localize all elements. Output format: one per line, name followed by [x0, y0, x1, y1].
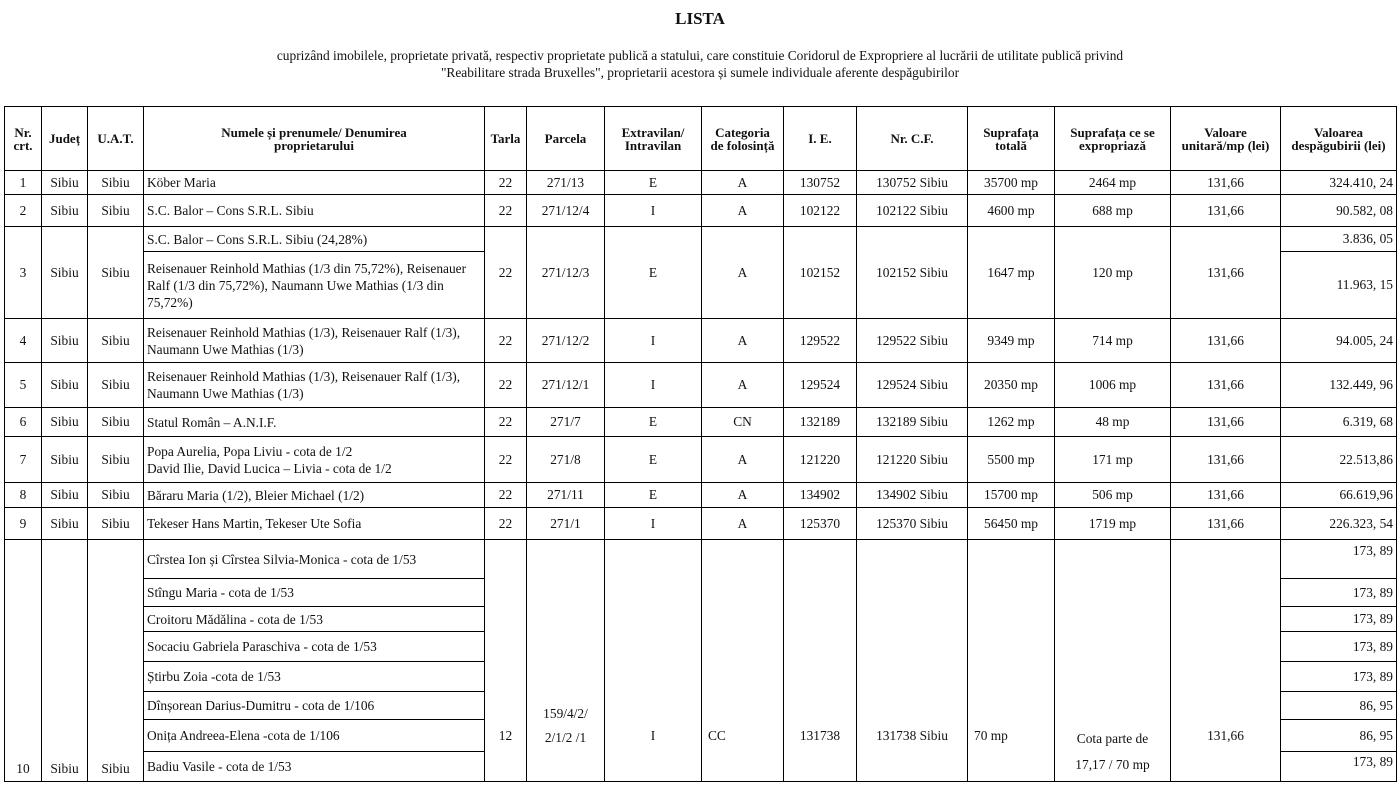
cell-valoare-unitara: 131,66 [1171, 437, 1281, 483]
cell-valoarea-despagubirii: 90.582, 08 [1281, 195, 1397, 227]
cell-categoria: A [702, 227, 784, 319]
ie-value: 131738 [799, 728, 841, 743]
cell-judet: Sibiu [42, 171, 88, 195]
cell-cf: 130752 Sibiu [857, 171, 968, 195]
cell-nume: Croitoru Mădălina - cota de 1/53 [144, 607, 485, 632]
cell-tarla: 22 [485, 483, 527, 508]
cell-judet: Sibiu [42, 540, 88, 782]
cell-valoarea-despagubirii: 66.619,96 [1281, 483, 1397, 508]
cell-parcela [527, 540, 605, 782]
cell-judet: Sibiu [42, 195, 88, 227]
header-ie: I. E. [784, 107, 857, 171]
cell-suprafata-expropriaza: 506 mp [1055, 483, 1171, 508]
subtitle-line-2: "Reabilitare strada Bruxelles", proprietarii acestora și sumele individuale aferente despăgubirilor [440, 65, 960, 80]
cell-valoare-unitara [1171, 540, 1281, 782]
cell-ie: 102122 [784, 195, 857, 227]
cell-nr: 5 [5, 363, 42, 408]
table-row [5, 408, 1397, 437]
cell-parcela: 271/8 [527, 437, 605, 483]
cell-categoria: A [702, 363, 784, 408]
cell-ie: 129524 [784, 363, 857, 408]
cell-valoarea-despagubirii: 86, 95 [1281, 692, 1397, 720]
cell-categoria: A [702, 483, 784, 508]
cell-extravilan: E [605, 227, 702, 319]
owner-line-2: David Ilie, David Lucica – Livia - cota de 1/2 [147, 460, 392, 476]
cell-extravilan [605, 540, 702, 782]
table-row [5, 195, 1397, 227]
cell-uat: Sibiu [88, 363, 144, 408]
cell-suprafata-expropriaza: 120 mp [1055, 227, 1171, 319]
cell-valoarea-despagubirii: 86, 95 [1281, 720, 1397, 752]
cell-nume [144, 437, 485, 483]
cell-uat: Sibiu [88, 483, 144, 508]
cell-nume: Tekeser Hans Martin, Tekeser Ute Sofia [144, 508, 485, 540]
cell-suprafata-totala: 1647 mp [968, 227, 1055, 319]
header-valoare-unitara: Valoare unitară/mp (lei) [1171, 107, 1281, 171]
extravilan-value: I [650, 728, 656, 743]
header-nume: Numele și prenumele/ Denumirea proprietarului [144, 107, 485, 171]
cell-cf: 102122 Sibiu [857, 195, 968, 227]
cell-suprafata-expropriaza: 1006 mp [1055, 363, 1171, 408]
header-uat: U.A.T. [88, 107, 144, 171]
cell-tarla [485, 540, 527, 782]
cell-valoare-unitara: 131,66 [1171, 227, 1281, 319]
cell-extravilan: I [605, 195, 702, 227]
cell-valoare-unitara: 131,66 [1171, 319, 1281, 363]
cell-judet: Sibiu [42, 508, 88, 540]
cell-nr: 1 [5, 171, 42, 195]
header-extravilan: Extravilan/ Intravilan [605, 107, 702, 171]
cell-ie: 125370 [784, 508, 857, 540]
cell-judet: Sibiu [42, 437, 88, 483]
categoria-value: CC [708, 728, 726, 743]
cell-nr: 10 [5, 540, 42, 782]
cell-valoare-unitara: 131,66 [1171, 483, 1281, 508]
cell-suprafata-totala: 20350 mp [968, 363, 1055, 408]
cell-cf: 102152 Sibiu [857, 227, 968, 319]
cell-suprafata-expropriaza: 1719 mp [1055, 508, 1171, 540]
subtitle-line-1: cuprizând imobilele, proprietate privată, respectiv proprietate publică a statului, care constituie Coridorul de Expropriere al lucrării de utilitate publică privind [276, 48, 1124, 63]
cell-judet: Sibiu [42, 363, 88, 408]
cell-suprafata-expropriaza: 688 mp [1055, 195, 1171, 227]
cell-categoria: A [702, 195, 784, 227]
cell-valoarea-despagubirii: 324.410, 24 [1281, 171, 1397, 195]
cell-ie: 132189 [784, 408, 857, 437]
cell-parcela: 271/1 [527, 508, 605, 540]
cell-nume: Reisenauer Reinhold Mathias (1/3), Reisenauer Ralf (1/3), Naumann Uwe Mathias (1/3) [144, 363, 485, 408]
cell-extravilan: I [605, 319, 702, 363]
header-nr: Nr. crt. [5, 107, 42, 171]
cell-extravilan: E [605, 408, 702, 437]
cell-nume: Reisenauer Reinhold Mathias (1/3), Reisenauer Ralf (1/3), Naumann Uwe Mathias (1/3) [144, 319, 485, 363]
header-row [5, 107, 1397, 171]
cell-suprafata-expropriaza [1055, 540, 1171, 782]
cell-nume: Onița Andreea-Elena -cota de 1/106 [144, 720, 485, 752]
header-suprafata-totala: Suprafața totală [968, 107, 1055, 171]
cell-cf: 121220 Sibiu [857, 437, 968, 483]
cell-categoria: A [702, 437, 784, 483]
cell-uat: Sibiu [88, 195, 144, 227]
cf-value: 131738 Sibiu [876, 728, 948, 743]
cell-judet: Sibiu [42, 227, 88, 319]
cell-ie: 134902 [784, 483, 857, 508]
cell-valoarea-despagubirii: 173, 89 [1281, 632, 1397, 662]
cell-cf: 125370 Sibiu [857, 508, 968, 540]
cell-ie: 102152 [784, 227, 857, 319]
cell-suprafata-totala [968, 540, 1055, 782]
table-row [5, 319, 1397, 363]
header-categoria: Categoria de folosință [702, 107, 784, 171]
suprafata-expropriaza-line-1: Cota parte de [1076, 731, 1149, 746]
cell-nume-b: Reisenauer Reinhold Mathias (1/3 din 75,72%), Reisenauer Ralf (1/3 din 75,72%), Naumann Uwe Mathias (1/3 din 75,72%) [144, 252, 485, 319]
cell-valoare-unitara: 131,66 [1171, 195, 1281, 227]
cell-suprafata-totala: 15700 mp [968, 483, 1055, 508]
cell-valoarea-despagubirii: 173, 89 [1281, 607, 1397, 632]
header-cf: Nr. C.F. [857, 107, 968, 171]
cell-ie: 121220 [784, 437, 857, 483]
cell-ie: 130752 [784, 171, 857, 195]
cell-parcela: 271/12/2 [527, 319, 605, 363]
cell-valoare-unitara: 131,66 [1171, 171, 1281, 195]
cell-suprafata-expropriaza: 48 mp [1055, 408, 1171, 437]
cell-nr: 3 [5, 227, 42, 319]
table-row [5, 540, 1397, 579]
cell-categoria [702, 540, 784, 782]
tarla-value: 12 [498, 728, 513, 743]
cell-categoria: A [702, 171, 784, 195]
cell-nr: 2 [5, 195, 42, 227]
cell-parcela: 271/12/4 [527, 195, 605, 227]
cell-cf [857, 540, 968, 782]
cell-valoarea-despagubirii: 132.449, 96 [1281, 363, 1397, 408]
cell-uat: Sibiu [88, 508, 144, 540]
cell-parcela: 271/7 [527, 408, 605, 437]
cell-tarla: 22 [485, 408, 527, 437]
header-tarla: Tarla [485, 107, 527, 171]
cell-uat: Sibiu [88, 227, 144, 319]
cell-nume: Statul Român – A.N.I.F. [144, 408, 485, 437]
cell-tarla: 22 [485, 195, 527, 227]
cell-uat: Sibiu [88, 540, 144, 782]
owner-line-1: Popa Aurelia, Popa Liviu - cota de 1/2 [147, 443, 353, 459]
table-row [5, 171, 1397, 195]
cell-suprafata-expropriaza: 714 mp [1055, 319, 1171, 363]
cell-uat: Sibiu [88, 408, 144, 437]
suprafata-expropriaza-line-2: 17,17 / 70 mp [1075, 757, 1150, 772]
cell-ie: 129522 [784, 319, 857, 363]
cell-categoria: A [702, 319, 784, 363]
cell-tarla: 22 [485, 508, 527, 540]
cell-suprafata-totala: 5500 mp [968, 437, 1055, 483]
cell-valoarea-despagubirii: 173, 89 [1281, 540, 1397, 579]
header-suprafata-expropriaza: Suprafața ce se expropriază [1055, 107, 1171, 171]
cell-categoria: A [702, 508, 784, 540]
header-judet: Județ [42, 107, 88, 171]
cell-judet: Sibiu [42, 408, 88, 437]
cell-valoarea-despagubirii: 6.319, 68 [1281, 408, 1397, 437]
expropriation-table [4, 106, 1397, 782]
cell-nume: Băraru Maria (1/2), Bleier Michael (1/2) [144, 483, 485, 508]
cell-extravilan: E [605, 437, 702, 483]
cell-parcela: 271/12/1 [527, 363, 605, 408]
cell-valoare-unitara: 131,66 [1171, 508, 1281, 540]
suprafata-totala-value: 70 mp [974, 728, 1008, 743]
cell-valoarea-despagubirii: 173, 89 [1281, 752, 1397, 782]
cell-cf: 134902 Sibiu [857, 483, 968, 508]
table-row [5, 227, 1397, 252]
cell-parcela: 271/11 [527, 483, 605, 508]
cell-nume-a: S.C. Balor – Cons S.R.L. Sibiu (24,28%) [144, 227, 485, 252]
cell-categoria: CN [702, 408, 784, 437]
cell-extravilan: I [605, 363, 702, 408]
cell-valoarea-despagubirii: 226.323, 54 [1281, 508, 1397, 540]
cell-valoarea-despagubirii: 173, 89 [1281, 662, 1397, 692]
cell-cf: 132189 Sibiu [857, 408, 968, 437]
cell-tarla: 22 [485, 363, 527, 408]
cell-valoarea-despagubirii: 173, 89 [1281, 579, 1397, 607]
table-row [5, 437, 1397, 483]
cell-nr: 8 [5, 483, 42, 508]
cell-cf: 129522 Sibiu [857, 319, 968, 363]
header-parcela: Parcela [527, 107, 605, 171]
cell-valoarea-despagubirii-a: 3.836, 05 [1281, 227, 1397, 252]
cell-judet: Sibiu [42, 319, 88, 363]
cell-nr: 6 [5, 408, 42, 437]
cell-suprafata-totala: 9349 mp [968, 319, 1055, 363]
table-row [5, 508, 1397, 540]
cell-valoarea-despagubirii: 94.005, 24 [1281, 319, 1397, 363]
parcela-value: 159/4/2/ 2/1/2 /1 [543, 706, 588, 745]
cell-suprafata-totala: 1262 mp [968, 408, 1055, 437]
cell-nr: 9 [5, 508, 42, 540]
cell-extravilan: E [605, 171, 702, 195]
cell-nume: Socaciu Gabriela Paraschiva - cota de 1/53 [144, 632, 485, 662]
document-title: LISTA [675, 9, 725, 28]
cell-nume: Köber Maria [144, 171, 485, 195]
cell-suprafata-totala: 56450 mp [968, 508, 1055, 540]
cell-parcela: 271/13 [527, 171, 605, 195]
cell-suprafata-expropriaza: 2464 mp [1055, 171, 1171, 195]
cell-uat: Sibiu [88, 171, 144, 195]
cell-nume: Dînșorean Darius-Dumitru - cota de 1/106 [144, 692, 485, 720]
cell-tarla: 22 [485, 227, 527, 319]
cell-valoarea-despagubirii: 22.513,86 [1281, 437, 1397, 483]
document-subtitle [0, 47, 1400, 81]
cell-nume: Stîngu Maria - cota de 1/53 [144, 579, 485, 607]
cell-tarla: 22 [485, 171, 527, 195]
cell-nume: Badiu Vasile - cota de 1/53 [144, 752, 485, 782]
table-row [5, 363, 1397, 408]
cell-nume: Cîrstea Ion și Cîrstea Silvia-Monica - cota de 1/53 [144, 540, 485, 579]
cell-valoare-unitara: 131,66 [1171, 363, 1281, 408]
cell-cf: 129524 Sibiu [857, 363, 968, 408]
cell-suprafata-expropriaza: 171 mp [1055, 437, 1171, 483]
cell-tarla: 22 [485, 437, 527, 483]
cell-valoare-unitara: 131,66 [1171, 408, 1281, 437]
cell-suprafata-totala: 4600 mp [968, 195, 1055, 227]
header-valoarea-despagubirii: Valoarea despăgubirii (lei) [1281, 107, 1397, 171]
cell-ie [784, 540, 857, 782]
cell-judet: Sibiu [42, 483, 88, 508]
cell-nume: Știrbu Zoia -cota de 1/53 [144, 662, 485, 692]
cell-extravilan: I [605, 508, 702, 540]
valoare-unitara-value: 131,66 [1207, 728, 1244, 743]
cell-uat: Sibiu [88, 437, 144, 483]
cell-suprafata-totala: 35700 mp [968, 171, 1055, 195]
cell-nr: 4 [5, 319, 42, 363]
cell-tarla: 22 [485, 319, 527, 363]
cell-nume: S.C. Balor – Cons S.R.L. Sibiu [144, 195, 485, 227]
cell-extravilan: E [605, 483, 702, 508]
table-row [5, 483, 1397, 508]
cell-parcela: 271/12/3 [527, 227, 605, 319]
cell-uat: Sibiu [88, 319, 144, 363]
cell-valoarea-despagubirii-b: 11.963, 15 [1281, 252, 1397, 319]
cell-nr: 7 [5, 437, 42, 483]
